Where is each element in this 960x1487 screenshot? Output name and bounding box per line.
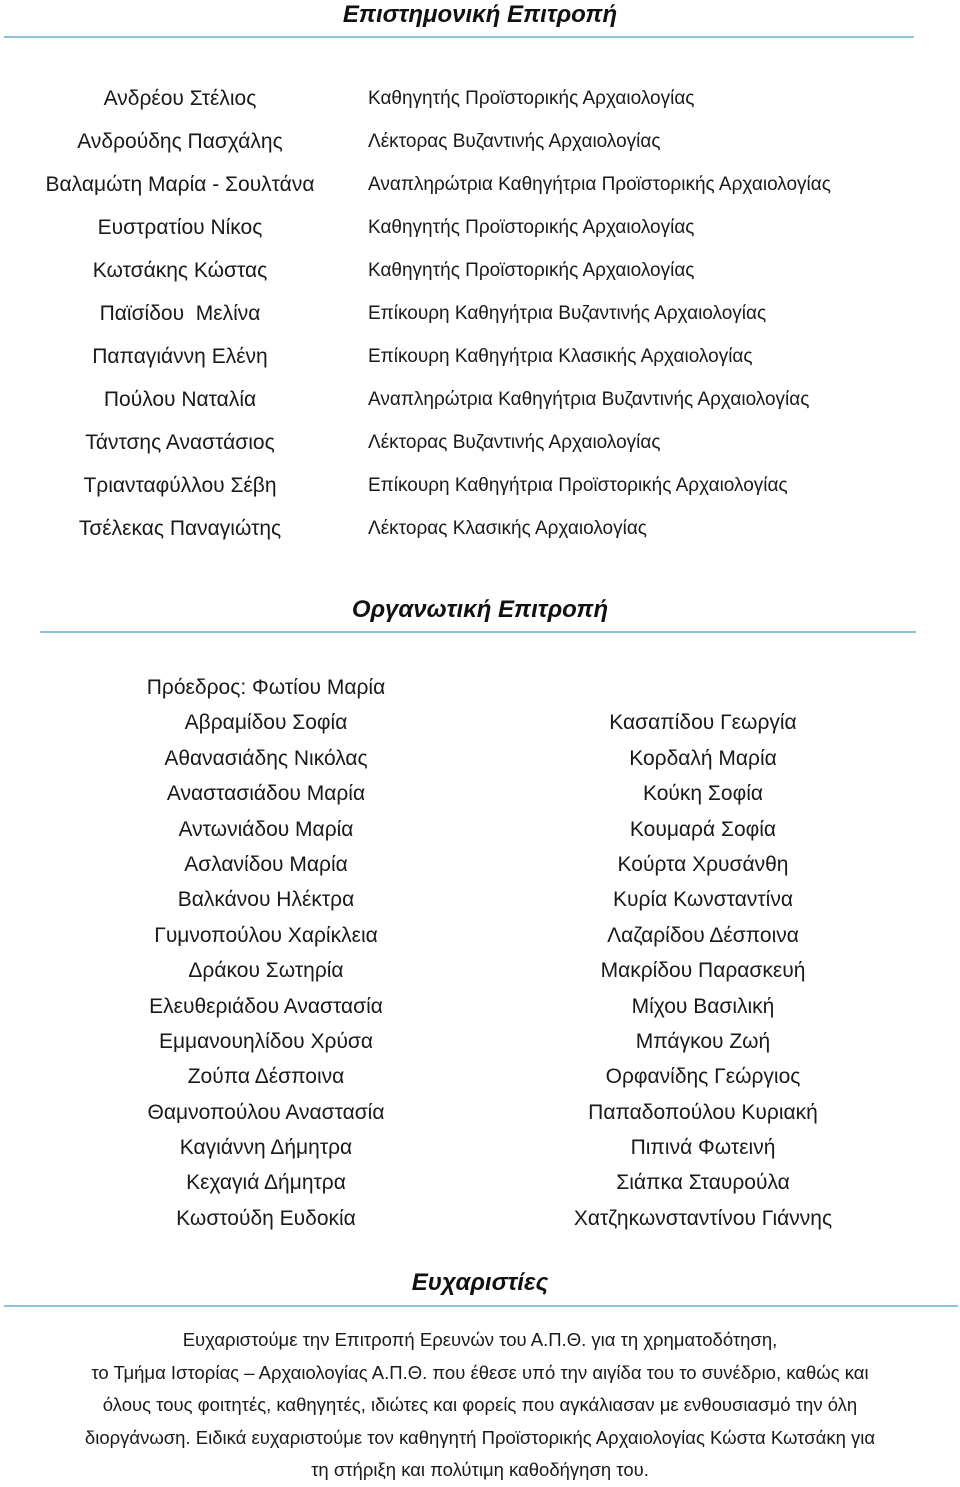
acknowledgement-line: Ευχαριστούμε την Επιτροπή Ερευνών του Α.Π.Θ. για τη χρηματοδότηση, <box>182 1329 778 1350</box>
member-role: Επίκουρη Καθηγήτρια Προϊστορικής Αρχαιολογίας <box>368 475 788 496</box>
member-name: Τσέλεκας Παναγιώτης <box>78 517 282 540</box>
organizing-member: Κουμαρά Σοφία <box>629 817 777 841</box>
member-role: Επίκουρη Καθηγήτρια Κλασικής Αρχαιολογίας <box>368 346 753 367</box>
organizing-committee-left-list <box>66 670 466 1236</box>
committee-member-row <box>0 249 960 292</box>
organizing-member: Αβραμίδου Σοφία <box>184 711 348 735</box>
organizing-member: Ορφανίδης Γεώργιος <box>605 1065 801 1089</box>
organizing-member: Ζούπα Δέσποινα <box>187 1065 345 1089</box>
member-name: Κωτσάκης Κώστας <box>92 259 268 282</box>
member-name: Παϊσίδου Μελίνα <box>99 302 261 325</box>
organizing-committee-title: Οργανωτική Επιτροπή <box>351 596 609 623</box>
organizing-member: Σιάπκα Σταυρούλα <box>616 1171 790 1195</box>
acknowledgements-divider <box>4 1305 958 1307</box>
organizing-member: Εμμανουηλίδου Χρύσα <box>158 1029 374 1053</box>
organizing-member: Μπάγκου Ζωή <box>635 1029 771 1053</box>
organizing-member: Κεχαγιά Δήμητρα <box>186 1171 346 1195</box>
organizing-member: Καγιάννη Δήμητρα <box>179 1136 353 1160</box>
organizing-committee-divider <box>40 631 916 633</box>
organizing-member: Βαλκάνου Ηλέκτρα <box>177 888 355 912</box>
member-name: Βαλαμώτη Μαρία - Σουλτάνα <box>45 173 315 196</box>
committee-member-row <box>0 335 960 378</box>
organizing-member: Θαμνοπούλου Αναστασία <box>147 1100 385 1124</box>
organizing-member: Μίχου Βασιλική <box>631 994 775 1018</box>
organizing-member: Μακρίδου Παρασκευή <box>600 959 806 983</box>
member-name: Πούλου Ναταλία <box>103 388 257 411</box>
member-name: Τριανταφύλλου Σέβη <box>83 474 277 497</box>
committee-member-row <box>0 507 960 550</box>
committee-member-row <box>0 464 960 507</box>
member-role: Λέκτορας Βυζαντινής Αρχαιολογίας <box>368 432 661 453</box>
scientific-committee-title: Επιστημονική Επιτροπή <box>342 1 618 28</box>
organizing-member: Κούρτα Χρυσάνθη <box>617 852 789 876</box>
acknowledgement-line: τη στήριξη και πολύτιμη καθοδήγηση του. <box>311 1459 649 1481</box>
acknowledgement-line: διοργάνωση. Ειδικά ευχαριστούμε τον καθηγητή Προϊστορικής Αρχαιολογίας Κώστα Κωτσάκη για <box>84 1426 876 1448</box>
organizing-member: Πρόεδρος: Φωτίου Μαρία <box>146 676 386 699</box>
committee-member-row <box>0 120 960 163</box>
member-name: Ανδρέου Στέλιος <box>103 87 257 110</box>
organizing-member: Κωστούδη Ευδοκία <box>176 1206 356 1230</box>
acknowledgement-line: όλους τους φοιτητές, καθηγητές, ιδιώτες και φορείς που αγκάλιασαν με ενθουσιασμό την όλη <box>102 1394 858 1416</box>
member-role: Αναπληρώτρια Καθηγήτρια Βυζαντινής Αρχαιολογίας <box>368 389 810 410</box>
committee-member-row <box>0 206 960 249</box>
acknowledgements-text <box>0 1324 960 1487</box>
organizing-committee-right-list <box>503 705 903 1236</box>
member-role: Λέκτορας Βυζαντινής Αρχαιολογίας <box>368 131 661 152</box>
organizing-member: Κασαπίδου Γεωργία <box>609 711 797 735</box>
organizing-member: Ελευθεριάδου Αναστασία <box>149 994 383 1018</box>
member-role: Επίκουρη Καθηγήτρια Βυζαντινής Αρχαιολογίας <box>368 303 767 324</box>
organizing-member: Δράκου Σωτηρία <box>188 959 344 983</box>
acknowledgement-line: το Τμήμα Ιστορίας – Αρχαιολογίας Α.Π.Θ. που έθεσε υπό την αιγίδα του το συνέδριο, καθώς και <box>91 1361 869 1383</box>
organizing-member: Αθανασιάδης Νικόλας <box>164 746 368 770</box>
committee-member-row <box>0 378 960 421</box>
organizing-member: Αναστασιάδου Μαρία <box>166 782 366 806</box>
member-role: Καθηγητής Προϊστορικής Αρχαιολογίας <box>368 217 695 238</box>
committee-member-row <box>0 77 960 120</box>
member-role: Λέκτορας Κλασικής Αρχαιολογίας <box>368 518 647 539</box>
organizing-member: Χατζηκωνσταντίνου Γιάννης <box>573 1206 833 1230</box>
scientific-committee-divider <box>4 36 914 38</box>
member-role: Αναπληρώτρια Καθηγήτρια Προϊστορικής Αρχαιολογίας <box>368 174 831 195</box>
member-name: Τάντσης Αναστάσιος <box>85 431 275 454</box>
committee-member-row <box>0 163 960 206</box>
scientific-committee-list <box>0 77 960 550</box>
organizing-member: Κυρία Κωνσταντίνα <box>613 888 793 912</box>
organizing-member: Κούκη Σοφία <box>642 782 763 806</box>
member-role: Καθηγητής Προϊστορικής Αρχαιολογίας <box>368 260 695 281</box>
committee-member-row <box>0 421 960 464</box>
organizing-member: Πιπινά Φωτεινή <box>630 1136 776 1160</box>
organizing-member: Αντωνιάδου Μαρία <box>178 817 354 841</box>
organizing-member: Λαζαρίδου Δέσποινα <box>607 923 799 947</box>
organizing-member: Παπαδοπούλου Κυριακή <box>588 1100 818 1124</box>
member-name: Παπαγιάννη Ελένη <box>92 345 268 368</box>
organizing-member: Γυμνοπούλου Χαρίκλεια <box>154 923 378 947</box>
organizing-member: Κορδαλή Μαρία <box>629 746 777 770</box>
member-name: Ανδρούδης Πασχάλης <box>77 130 283 153</box>
organizing-member: Ασλανίδου Μαρία <box>184 852 348 876</box>
acknowledgements-title: Ευχαριστίες <box>411 1269 549 1296</box>
member-role: Καθηγητής Προϊστορικής Αρχαιολογίας <box>368 88 695 109</box>
committee-member-row <box>0 292 960 335</box>
member-name: Ευστρατίου Νίκος <box>97 216 263 239</box>
